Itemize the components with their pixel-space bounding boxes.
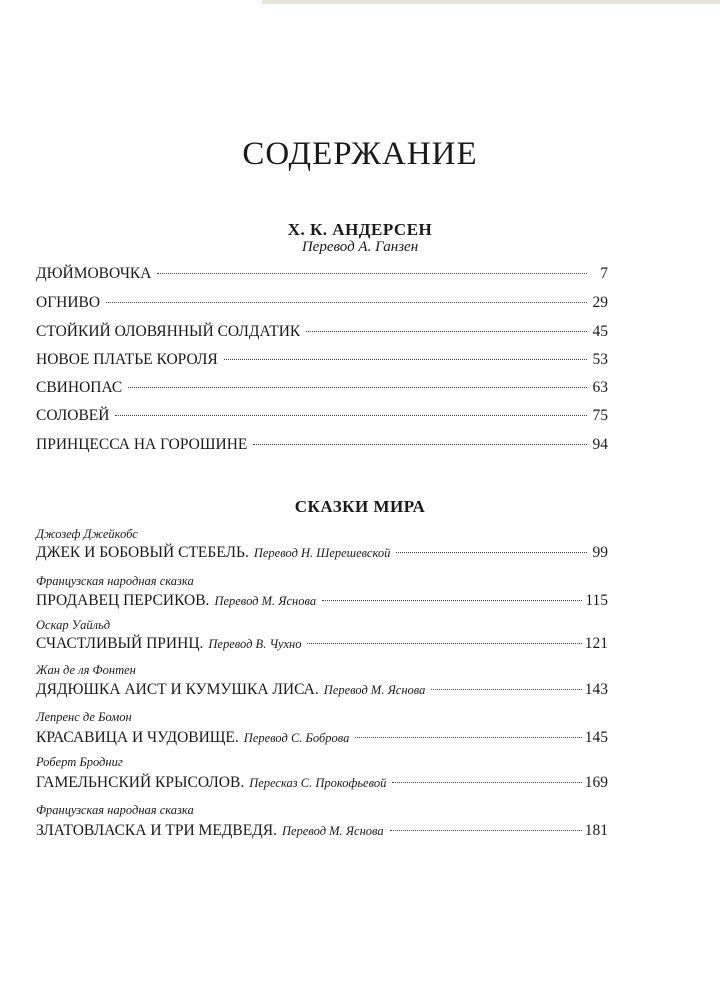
- toc-entry-title: НОВОЕ ПЛАТЬЕ КОРОЛЯ: [36, 351, 218, 368]
- toc-entry-page: 75: [592, 407, 608, 424]
- dot-leader: [306, 331, 587, 332]
- dot-leader: [396, 552, 587, 553]
- dot-leader: [322, 600, 582, 601]
- toc-entry-translator: Перевод М. Яснова: [214, 594, 317, 608]
- toc-entry-page: 169: [584, 774, 608, 791]
- toc-entry-title: СЧАСТЛИВЫЙ ПРИНЦ.: [36, 635, 204, 652]
- toc-entry[interactable]: [36, 728, 608, 748]
- toc-entry-page: 115: [585, 592, 608, 609]
- toc-entry-translator: Перевод М. Яснова: [281, 824, 384, 838]
- toc-entry[interactable]: [36, 773, 608, 793]
- toc-entry[interactable]: [36, 378, 608, 398]
- entry-author: Джозеф Джейкобс: [36, 527, 138, 541]
- toc-entry-title: СТОЙКИЙ ОЛОВЯННЫЙ СОЛДАТИК: [36, 323, 301, 340]
- page-edge-strip: [262, 0, 720, 4]
- toc-entry[interactable]: [36, 435, 608, 455]
- toc-entry-title: ГАМЕЛЬНСКИЙ КРЫСОЛОВ.: [36, 774, 245, 791]
- dot-leader: [392, 782, 581, 783]
- dot-leader: [157, 273, 587, 274]
- toc-entry-title: ДЖЕК И БОБОВЫЙ СТЕБЕЛЬ.: [36, 544, 249, 561]
- dot-leader: [106, 302, 587, 303]
- section-heading-world: СКАЗКИ МИРА: [294, 497, 426, 516]
- dot-leader: [431, 689, 581, 690]
- toc-entry-page: 143: [584, 681, 608, 698]
- entry-author: Оскар Уайльд: [36, 618, 111, 632]
- dot-leader: [128, 387, 587, 388]
- toc-entry-title: ДЮЙМОВОЧКА: [36, 265, 152, 282]
- toc-entry[interactable]: [36, 350, 608, 370]
- toc-entry-title: КРАСАВИЦА И ЧУДОВИЩЕ.: [36, 729, 239, 746]
- toc-entry-page: 45: [592, 323, 608, 340]
- toc-entry-title: ПРИНЦЕССА НА ГОРОШИНЕ: [36, 436, 248, 453]
- page-title: СОДЕРЖАНИЕ: [242, 136, 478, 172]
- toc-entry[interactable]: [36, 634, 608, 654]
- toc-entry-page: 29: [592, 294, 608, 311]
- toc-entry[interactable]: [36, 591, 608, 611]
- entry-author: Французская народная сказка: [36, 574, 194, 588]
- toc-entry-title: ЗЛАТОВЛАСКА И ТРИ МЕДВЕДЯ.: [36, 822, 277, 839]
- toc-entry-translator: Перевод М. Яснова: [323, 683, 426, 697]
- toc-entry-title: СОЛОВЕЙ: [36, 407, 110, 424]
- toc-entry-translator: Пересказ С. Прокофьевой: [249, 776, 387, 790]
- toc-entry[interactable]: [36, 680, 608, 700]
- toc-entry-translator: Перевод В. Чухно: [208, 637, 302, 651]
- toc-entry[interactable]: [36, 406, 608, 426]
- dot-leader: [115, 415, 587, 416]
- toc-entry-title: СВИНОПАС: [36, 379, 123, 396]
- toc-entry-title: ПРОДАВЕЦ ПЕРСИКОВ.: [36, 592, 210, 609]
- toc-entry-page: 145: [584, 729, 608, 746]
- entry-author: Французская народная сказка: [36, 803, 194, 817]
- toc-entry-title: ОГНИВО: [36, 294, 101, 311]
- toc-entry-page: 53: [592, 351, 608, 368]
- dot-leader: [390, 830, 582, 831]
- toc-entry-page: 63: [592, 379, 608, 396]
- entry-author: Роберт Бродниг: [36, 755, 123, 769]
- toc-entry-page: 99: [592, 544, 608, 561]
- toc-entry[interactable]: [36, 322, 608, 342]
- toc-entry-page: 121: [584, 635, 608, 652]
- toc-entry[interactable]: [36, 543, 608, 563]
- entry-author: Лепренс де Бомон: [36, 710, 132, 724]
- toc-entry-translator: Перевод Н. Шерешевской: [253, 546, 391, 560]
- toc-entry[interactable]: [36, 821, 608, 841]
- dot-leader: [224, 359, 587, 360]
- dot-leader: [355, 737, 581, 738]
- toc-entry-page: 181: [584, 822, 608, 839]
- section-translator: Перевод А. Ганзен: [301, 239, 419, 255]
- toc-entry-page: 94: [592, 436, 608, 453]
- dot-leader: [253, 444, 587, 445]
- toc-entry-title: ДЯДЮШКА АИСТ И КУМУШКА ЛИСА.: [36, 681, 319, 698]
- toc-entry-translator: Перевод С. Боброва: [243, 731, 350, 745]
- entry-author: Жан де ля Фонтен: [36, 663, 136, 677]
- dot-leader: [307, 643, 581, 644]
- toc-entry[interactable]: [36, 293, 608, 313]
- section-heading-andersen: Х. К. АНДЕРСЕН: [287, 220, 433, 239]
- toc-entry-page: 7: [600, 265, 608, 282]
- toc-entry[interactable]: [36, 264, 608, 284]
